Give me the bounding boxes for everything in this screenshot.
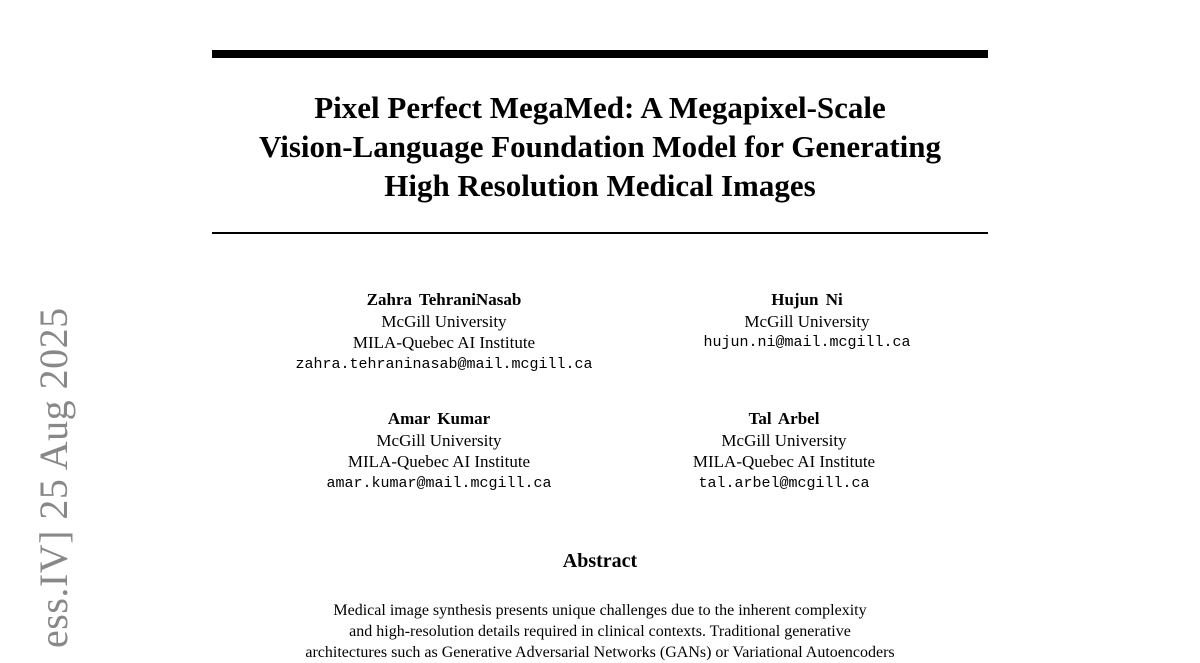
- arxiv-side-label: ess.IV] 25 Aug 2025: [31, 307, 76, 648]
- author-block: [244, 289, 644, 375]
- author-email[interactable]: tal.arbel@mcgill.ca: [698, 474, 870, 492]
- paper-title: [212, 88, 988, 205]
- author-block: [584, 408, 984, 494]
- author-name: Amar Kumar: [387, 409, 491, 428]
- author-email[interactable]: amar.kumar@mail.mcgill.ca: [326, 474, 552, 492]
- top-rule: [212, 50, 988, 58]
- title-line: Vision-Language Foundation Model for Generating: [258, 129, 942, 164]
- author-block: [607, 289, 1007, 354]
- author-email[interactable]: hujun.ni@mail.mcgill.ca: [703, 334, 911, 351]
- author-affiliation: McGill University: [376, 430, 502, 450]
- author-name: Tal Arbel: [748, 409, 820, 428]
- abstract-heading: Abstract: [562, 550, 638, 572]
- author-affiliation: MILA-Quebec AI Institute: [692, 452, 876, 471]
- abstract-text: [278, 600, 922, 663]
- author-affiliation: McGill University: [744, 311, 870, 331]
- author-affiliation: MILA-Quebec AI Institute: [352, 333, 536, 352]
- author-email[interactable]: zahra.tehraninasab@mail.mcgill.ca: [295, 355, 593, 373]
- title-line: Pixel Perfect MegaMed: A Megapixel-Scale: [314, 90, 886, 125]
- abstract-line: architectures such as Generative Adversarial Networks (GANs) or Variational Autoencoders: [305, 644, 895, 661]
- author-name: Zahra TehraniNasab: [366, 290, 522, 309]
- author-name: Hujun Ni: [771, 290, 843, 309]
- abstract-line: Medical image synthesis presents unique challenges due to the inherent complexity: [333, 602, 867, 619]
- author-block: [239, 408, 639, 494]
- abstract-line: and high-resolution details required in clinical contexts. Traditional generative: [349, 623, 851, 640]
- author-affiliation: McGill University: [381, 311, 507, 331]
- author-affiliation: MILA-Quebec AI Institute: [347, 452, 531, 471]
- title-line: High Resolution Medical Images: [384, 168, 816, 203]
- title-bottom-rule: [212, 232, 988, 234]
- author-affiliation: McGill University: [721, 430, 847, 450]
